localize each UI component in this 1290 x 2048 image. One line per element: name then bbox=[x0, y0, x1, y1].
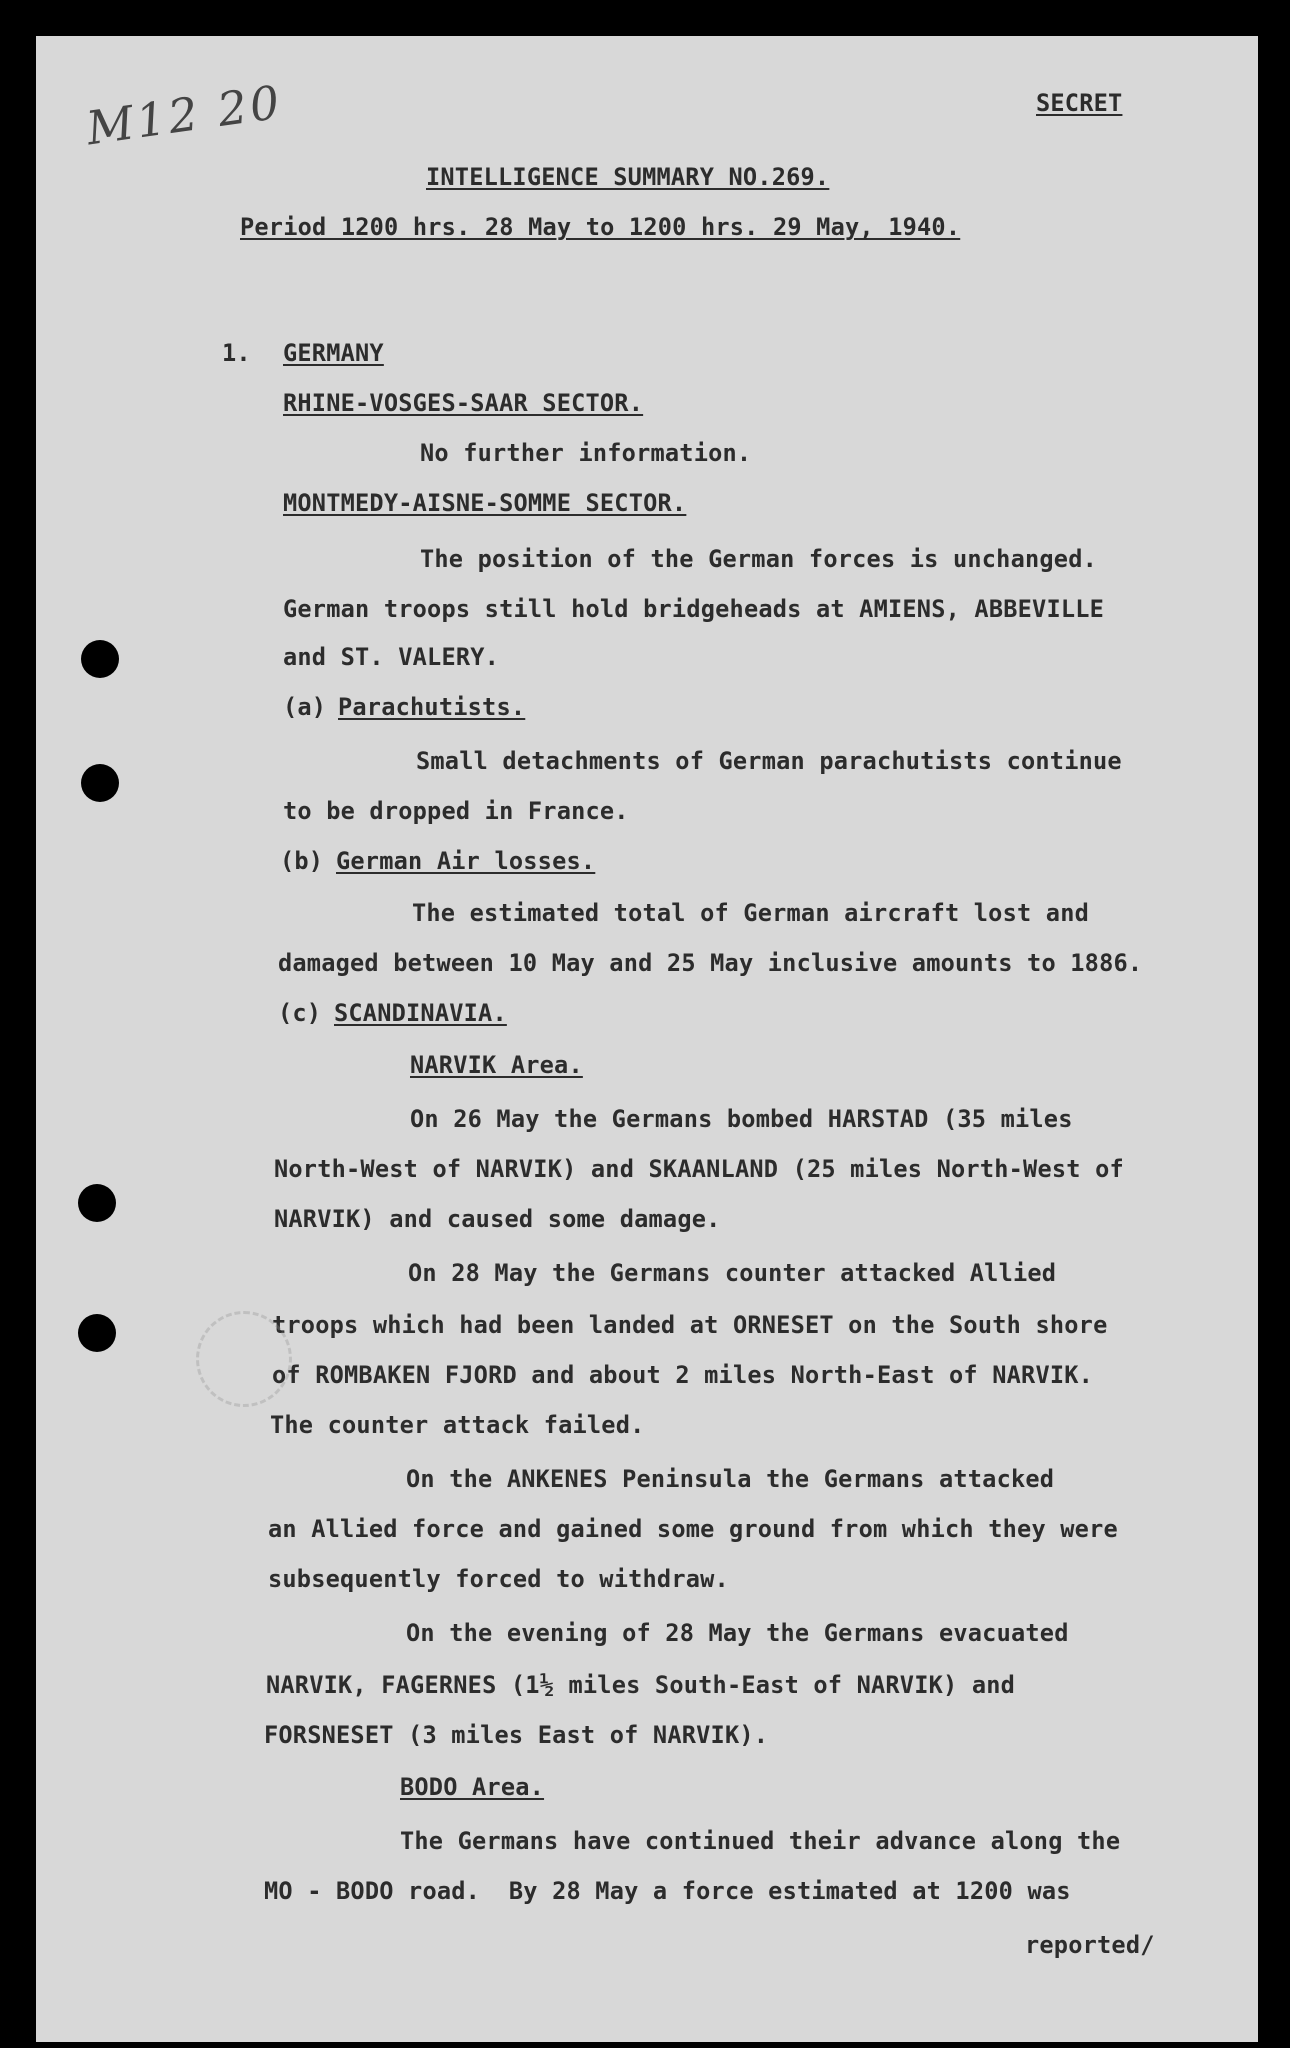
document-page bbox=[36, 36, 1258, 2042]
section-heading: GERMANY bbox=[283, 339, 384, 367]
reporting-period: Period 1200 hrs. 28 May to 1200 hrs. 29 May, 1940. bbox=[240, 213, 961, 241]
punch-hole bbox=[78, 1184, 116, 1222]
catchword: reported/ bbox=[1025, 1931, 1155, 1959]
area-heading: NARVIK Area. bbox=[410, 1051, 583, 1079]
paragraph-line: The Germans have continued their advance along the bbox=[400, 1827, 1121, 1855]
faint-stamp-mark bbox=[196, 1311, 292, 1407]
punch-hole bbox=[78, 1314, 116, 1352]
subsection-heading: SCANDINAVIA. bbox=[334, 999, 507, 1027]
paragraph-line: NARVIK) and caused some damage. bbox=[274, 1205, 721, 1233]
paragraph-line: German troops still hold bridgeheads at AMIENS, ABBEVILLE bbox=[283, 595, 1105, 623]
paragraph-line: damaged between 10 May and 25 May inclusive amounts to 1886. bbox=[278, 949, 1143, 977]
paragraph-line: troops which had been landed at ORNESET on the South shore bbox=[272, 1311, 1108, 1339]
subsection-label: (a) bbox=[283, 693, 327, 721]
paragraph-line: and ST. VALERY. bbox=[283, 643, 500, 671]
paragraph-line: subsequently forced to withdraw. bbox=[268, 1565, 729, 1593]
paragraph-line: On the evening of 28 May the Germans evacuated bbox=[406, 1619, 1069, 1647]
paragraph-line: to be dropped in France. bbox=[283, 797, 629, 825]
paragraph-line: The counter attack failed. bbox=[270, 1411, 645, 1439]
paragraph-line: Small detachments of German parachutists continue bbox=[416, 747, 1122, 775]
punch-hole bbox=[81, 764, 119, 802]
paragraph-line: FORSNESET (3 miles East of NARVIK). bbox=[264, 1721, 769, 1749]
sector-heading: MONTMEDY-AISNE-SOMME SECTOR. bbox=[283, 489, 687, 517]
paragraph-line: NARVIK, FAGERNES (1½ miles South-East of NARVIK) and bbox=[266, 1671, 1016, 1699]
sector-heading: RHINE-VOSGES-SAAR SECTOR. bbox=[283, 389, 644, 417]
paragraph-line: The estimated total of German aircraft lost and bbox=[412, 899, 1090, 927]
paragraph-line: No further information. bbox=[420, 439, 752, 467]
paragraph-line: On the ANKENES Peninsula the Germans attacked bbox=[406, 1465, 1055, 1493]
area-heading: BODO Area. bbox=[400, 1773, 545, 1801]
paragraph-line: an Allied force and gained some ground from which they were bbox=[268, 1515, 1118, 1543]
subsection-heading: German Air losses. bbox=[336, 847, 596, 875]
paragraph-line: MO - BODO road. By 28 May a force estimated at 1200 was bbox=[264, 1877, 1071, 1905]
classification-marking: SECRET bbox=[1036, 89, 1123, 117]
subsection-heading: Parachutists. bbox=[338, 693, 526, 721]
punch-hole bbox=[81, 640, 119, 678]
paragraph-line: North-West of NARVIK) and SKAANLAND (25 miles North-West of bbox=[274, 1155, 1124, 1183]
subsection-label: (c) bbox=[278, 999, 322, 1027]
paragraph-line: On 26 May the Germans bombed HARSTAD (35 miles bbox=[410, 1105, 1073, 1133]
document-title: INTELLIGENCE SUMMARY NO.269. bbox=[426, 163, 830, 191]
section-number: 1. bbox=[222, 339, 251, 367]
paragraph-line: On 28 May the Germans counter attacked Allied bbox=[408, 1259, 1057, 1287]
paragraph-line: of ROMBAKEN FJORD and about 2 miles North-East of NARVIK. bbox=[272, 1361, 1094, 1389]
handwritten-annotation: M12 20 bbox=[83, 74, 286, 156]
subsection-label: (b) bbox=[280, 847, 324, 875]
paragraph-line: The position of the German forces is unchanged. bbox=[420, 545, 1098, 573]
